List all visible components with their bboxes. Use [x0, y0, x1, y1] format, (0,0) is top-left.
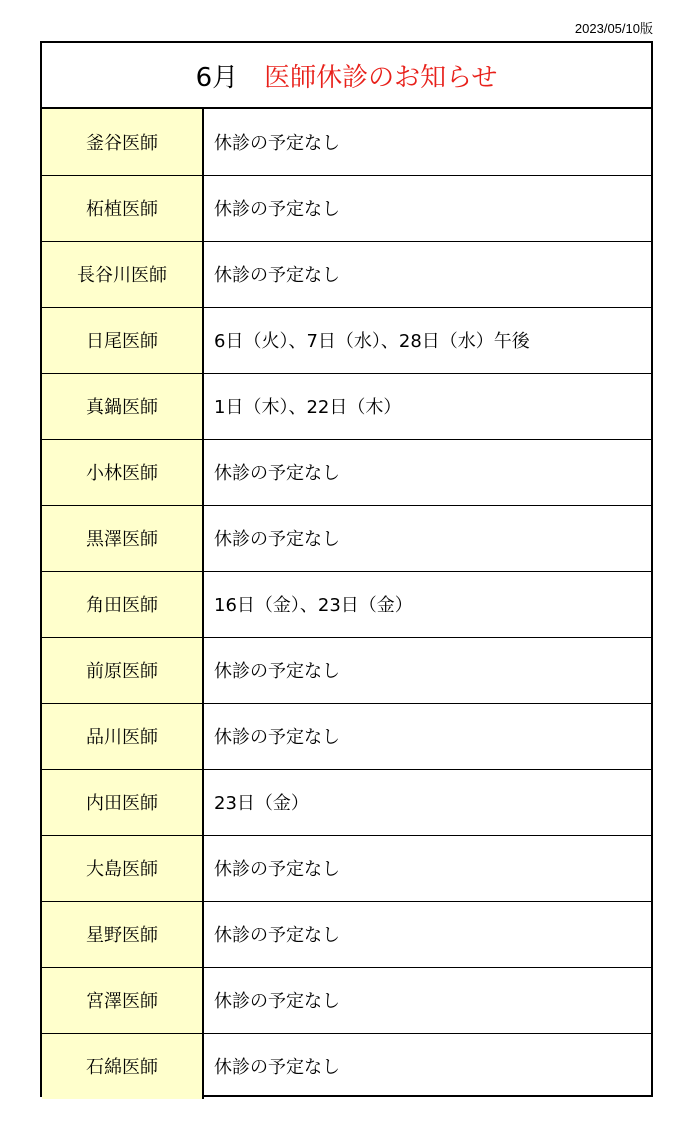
doctor-name: 石綿医師 [42, 1033, 203, 1099]
doctor-name: 角田医師 [42, 571, 203, 637]
table-row [42, 703, 651, 769]
notice-title [42, 43, 651, 109]
closure-status: 23日（金） [203, 769, 651, 835]
table-row [42, 769, 651, 835]
table-row [42, 307, 651, 373]
closure-status: 休診の予定なし [203, 505, 651, 571]
closure-status: 休診の予定なし [203, 439, 651, 505]
table-row [42, 241, 651, 307]
doctor-name: 大島医師 [42, 835, 203, 901]
closure-notice-table [40, 41, 653, 1097]
title-text: 医師休診のお知らせ [264, 62, 498, 93]
doctor-name: 前原医師 [42, 637, 203, 703]
closure-status: 休診の予定なし [203, 109, 651, 175]
closure-status: 休診の予定なし [203, 703, 651, 769]
table-row [42, 439, 651, 505]
closure-status: 1日（木）、22日（木） [203, 373, 651, 439]
table-row [42, 505, 651, 571]
closure-status: 6日（火）、7日（水）、28日（水）午後 [203, 307, 651, 373]
title-month: 6月 [195, 62, 239, 93]
doctor-name: 小林医師 [42, 439, 203, 505]
table-row [42, 901, 651, 967]
closure-status: 16日（金）、23日（金） [203, 571, 651, 637]
table-row [42, 175, 651, 241]
doctor-name: 日尾医師 [42, 307, 203, 373]
doctor-name: 内田医師 [42, 769, 203, 835]
closure-status: 休診の予定なし [203, 241, 651, 307]
doctor-name: 真鍋医師 [42, 373, 203, 439]
doctor-name: 長谷川医師 [42, 241, 203, 307]
table-row [42, 637, 651, 703]
table-row [42, 373, 651, 439]
closure-status: 休診の予定なし [203, 637, 651, 703]
table-row [42, 571, 651, 637]
closure-status: 休診の予定なし [203, 175, 651, 241]
doctor-schedule [42, 109, 651, 1099]
version-label: 2023/05/10版 [574, 21, 653, 36]
doctor-name: 宮澤医師 [42, 967, 203, 1033]
table-row [42, 109, 651, 175]
doctor-name: 柘植医師 [42, 175, 203, 241]
doctor-name: 黒澤医師 [42, 505, 203, 571]
doctor-name: 品川医師 [42, 703, 203, 769]
doctor-name: 釜谷医師 [42, 109, 203, 175]
table-row [42, 967, 651, 1033]
table-row [42, 1033, 651, 1099]
closure-status: 休診の予定なし [203, 967, 651, 1033]
closure-status: 休診の予定なし [203, 901, 651, 967]
table-row [42, 835, 651, 901]
closure-status: 休診の予定なし [214, 1057, 340, 1079]
title-spacer [238, 57, 264, 94]
closure-status: 休診の予定なし [203, 835, 651, 901]
doctor-name: 星野医師 [42, 901, 203, 967]
